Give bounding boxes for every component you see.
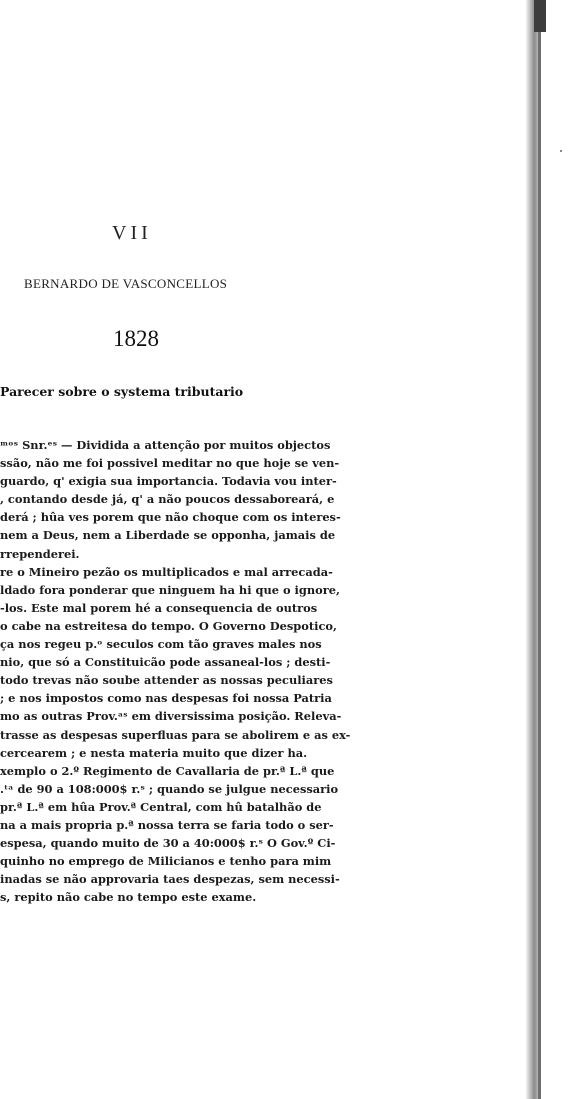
- chapter-number: VII: [112, 222, 152, 244]
- body-line: trasse as despesas superfluas para se abolirem e as ex-: [0, 727, 351, 742]
- body-line: re o Mineiro pezão os multiplicados e mal arrecada-: [0, 564, 333, 579]
- body-line: quinho no emprego de Milicianos e tenho para mim: [0, 854, 332, 869]
- spine-mark: [534, 0, 546, 32]
- body-line: cercearem ; e nesta materia muito que dizer ha.: [0, 745, 308, 760]
- body-line: .ᵗᵃ de 90 a 108:000$ r.ˢ ; quando se julgue necessario: [0, 781, 339, 796]
- body-line: pr.ª L.ª em hûa Prov.ª Central, com hû batalhão de: [0, 799, 322, 814]
- body-line: guardo, q' exigia sua importancia. Todavia vou inter-: [0, 474, 337, 489]
- spine-edge: [538, 0, 541, 1099]
- body-line: todo trevas não soube attender as nossas peculiares: [0, 673, 333, 688]
- body-line: ; e nos impostos como nas despesas foi nossa Patria: [0, 691, 332, 706]
- body-line: espesa, quando muito de 30 a 40:000$ r.ˢ O Gov.º Ci-: [0, 836, 336, 851]
- book-spine: [508, 0, 576, 1099]
- body-line: s, repito não cabe no tempo este exame.: [0, 890, 257, 905]
- body-line: ᵐᵒˢ Snr.ᵉˢ — Dividida a attenção por muitos objectos: [0, 438, 331, 452]
- body-line: -los. Este mal porem hé a consequencia de outros: [0, 600, 318, 615]
- body-line: , contando desde já, q' a não poucos dessaboreará, e: [0, 492, 335, 507]
- body-line: ldado fora ponderar que ninguem ha hi que o ignore,: [0, 582, 340, 597]
- body-text: [0, 436, 410, 906]
- body-line: xemplo o 2.º Regimento de Cavallaria de pr.ª L.ª que: [0, 763, 335, 778]
- body-line: inadas se não approvaria taes despezas, sem necessi-: [0, 872, 340, 887]
- spine-speck: [560, 150, 562, 152]
- body-line: o cabe na estreitesa do tempo. O Governo Despotico,: [0, 618, 337, 633]
- author-name: BERNARDO DE VASCONCELLOS: [24, 276, 228, 291]
- body-line: mo as outras Prov.ᵃˢ em diversissima posição. Releva-: [0, 709, 342, 724]
- document-title: Parecer sobre o systema tributario: [0, 384, 244, 399]
- document-year: 1828: [113, 326, 159, 351]
- body-line: rrependerei.: [0, 546, 80, 561]
- body-line: ça nos regeu p.ᵒ seculos com tão graves males nos: [0, 637, 322, 652]
- body-line: nio, que só a Constituicão pode assaneal-los ; desti-: [0, 655, 331, 670]
- body-line: nem a Deus, nem a Liberdade se opponha, jamais de: [0, 528, 336, 543]
- body-line: na a mais propria p.ª nossa terra se faria todo o ser-: [0, 817, 334, 832]
- body-line: ssão, não me foi possivel meditar no que hoje se ven-: [0, 456, 340, 471]
- body-line: derá ; hûa ves porem que não choque com os interes-: [0, 510, 341, 525]
